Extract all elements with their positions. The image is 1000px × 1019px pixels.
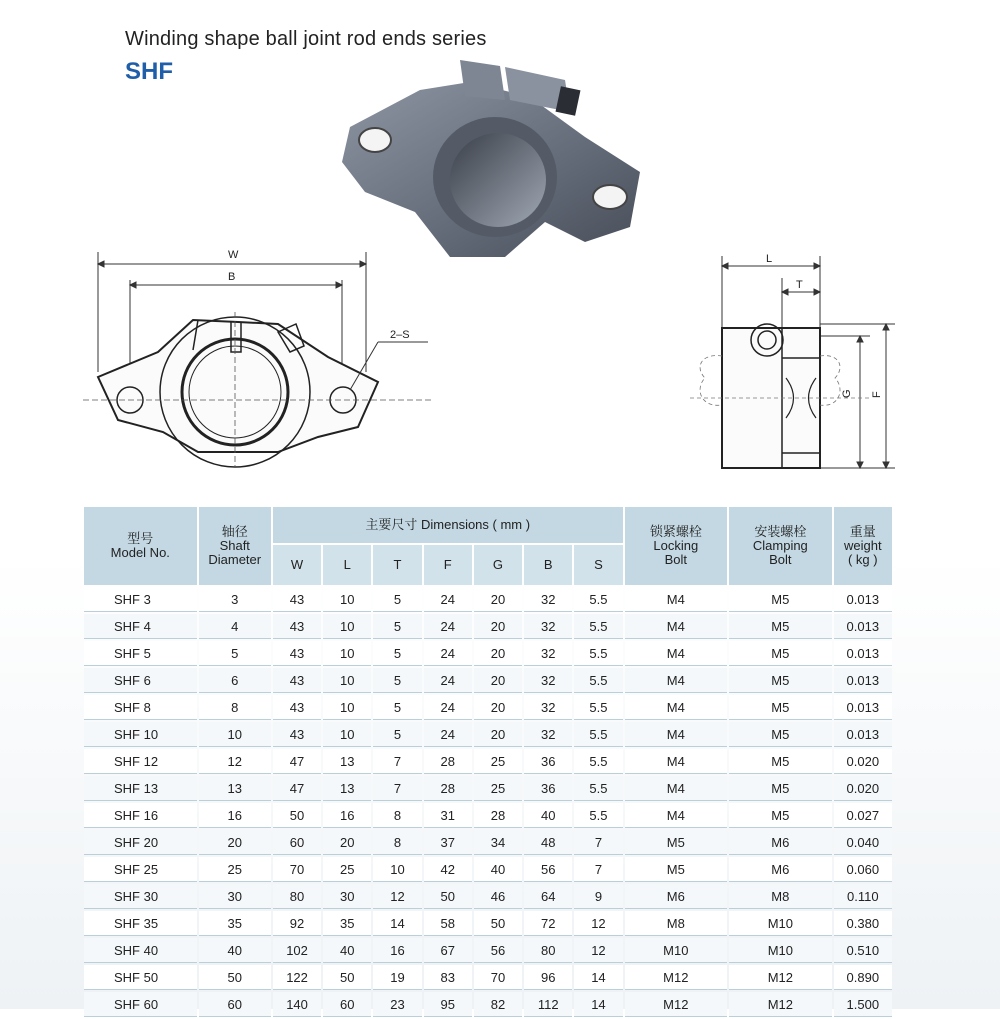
table-cell: 30: [199, 884, 271, 909]
header-dim-t: T: [373, 545, 421, 585]
table-cell: 0.013: [834, 587, 892, 612]
table-cell: 46: [474, 884, 522, 909]
table-cell: 80: [273, 884, 321, 909]
table-cell: 0.013: [834, 722, 892, 747]
table-cell: 47: [273, 776, 321, 801]
table-cell: 43: [273, 668, 321, 693]
table-cell: 70: [474, 965, 522, 990]
table-cell: SHF 3: [84, 587, 197, 612]
table-row: [84, 911, 892, 936]
table-cell: M4: [625, 695, 728, 720]
table-cell: 3: [199, 587, 271, 612]
table-cell: 95: [424, 992, 472, 1017]
table-row: [84, 830, 892, 855]
table-cell: M5: [729, 587, 832, 612]
table-cell: 20: [474, 668, 522, 693]
table-cell: M4: [625, 614, 728, 639]
table-row: [84, 695, 892, 720]
table-cell: 5.5: [574, 614, 622, 639]
table-cell: 5.5: [574, 722, 622, 747]
table-cell: 10: [323, 641, 371, 666]
table-cell: 16: [373, 938, 421, 963]
table-cell: M4: [625, 587, 728, 612]
dim-label-s: 2–S: [390, 329, 410, 341]
front-view-drawing: [78, 242, 438, 472]
table-cell: 10: [323, 722, 371, 747]
table-cell: 83: [424, 965, 472, 990]
table-cell: 0.890: [834, 965, 892, 990]
table-row: [84, 587, 892, 612]
table-row: [84, 884, 892, 909]
table-cell: M8: [729, 884, 832, 909]
dim-label-g: G: [841, 389, 853, 398]
table-cell: 36: [524, 776, 572, 801]
table-cell: SHF 30: [84, 884, 197, 909]
table-cell: 20: [474, 641, 522, 666]
table-cell: 40: [474, 857, 522, 882]
table-cell: SHF 6: [84, 668, 197, 693]
table-cell: 32: [524, 722, 572, 747]
header-dim-f: F: [424, 545, 472, 585]
dim-label-b: B: [228, 271, 236, 283]
table-cell: 32: [524, 668, 572, 693]
table-cell: M6: [729, 857, 832, 882]
product-photo: [330, 52, 650, 262]
table-cell: 13: [323, 749, 371, 774]
table-cell: M12: [729, 992, 832, 1017]
table-cell: 92: [273, 911, 321, 936]
table-cell: 0.020: [834, 749, 892, 774]
table-cell: 32: [524, 614, 572, 639]
table-cell: 0.510: [834, 938, 892, 963]
series-subtitle: Winding shape ball joint rod ends series: [125, 28, 487, 50]
table-cell: 32: [524, 695, 572, 720]
table-cell: 5.5: [574, 695, 622, 720]
table-cell: M5: [729, 695, 832, 720]
table-cell: 20: [474, 722, 522, 747]
dim-label-t: T: [796, 279, 803, 291]
table-cell: 5: [373, 641, 421, 666]
table-cell: M8: [625, 911, 728, 936]
table-cell: 14: [574, 965, 622, 990]
table-cell: 35: [323, 911, 371, 936]
table-cell: 5: [199, 641, 271, 666]
table-cell: 32: [524, 587, 572, 612]
header-model: 型号 Model No.: [84, 507, 197, 585]
table-cell: M12: [625, 992, 728, 1017]
table-cell: 58: [424, 911, 472, 936]
table-cell: 5.5: [574, 668, 622, 693]
header-dim-l: L: [323, 545, 371, 585]
dim-label-f: F: [871, 391, 883, 398]
header-dim-b: B: [524, 545, 572, 585]
table-cell: 0.060: [834, 857, 892, 882]
table-cell: 10: [323, 695, 371, 720]
table-cell: 24: [424, 668, 472, 693]
table-cell: 43: [273, 695, 321, 720]
table-cell: 50: [474, 911, 522, 936]
table-cell: M12: [625, 965, 728, 990]
table-cell: M12: [729, 965, 832, 990]
table-cell: 112: [524, 992, 572, 1017]
table-cell: M5: [729, 641, 832, 666]
header-shaft: 轴径 Shaft Diameter: [199, 507, 271, 585]
table-cell: 1.500: [834, 992, 892, 1017]
table-cell: 8: [373, 803, 421, 828]
table-cell: 0.110: [834, 884, 892, 909]
table-cell: 140: [273, 992, 321, 1017]
table-cell: 43: [273, 722, 321, 747]
header-dim-w: W: [273, 545, 321, 585]
table-cell: 24: [424, 587, 472, 612]
table-cell: 20: [474, 587, 522, 612]
table-cell: M6: [729, 830, 832, 855]
header-dimensions: 主要尺寸 Dimensions ( mm ): [273, 507, 623, 543]
table-cell: SHF 50: [84, 965, 197, 990]
table-cell: 56: [474, 938, 522, 963]
table-cell: SHF 12: [84, 749, 197, 774]
table-cell: M4: [625, 668, 728, 693]
table-cell: 16: [199, 803, 271, 828]
table-cell: 0.013: [834, 695, 892, 720]
table-cell: 0.013: [834, 668, 892, 693]
table-cell: 12: [574, 911, 622, 936]
table-cell: M4: [625, 722, 728, 747]
table-cell: 5.5: [574, 587, 622, 612]
dim-label-l: L: [766, 253, 773, 265]
header-weight: 重量 weight ( kg ): [834, 507, 892, 585]
header-dim-s: S: [574, 545, 622, 585]
table-cell: 43: [273, 587, 321, 612]
table-cell: SHF 35: [84, 911, 197, 936]
table-cell: 4: [199, 614, 271, 639]
table-cell: 5: [373, 722, 421, 747]
table-cell: 0.040: [834, 830, 892, 855]
table-cell: 32: [524, 641, 572, 666]
table-cell: 20: [323, 830, 371, 855]
table-cell: 9: [574, 884, 622, 909]
header-clamping-bolt: 安装螺栓 Clamping Bolt: [729, 507, 832, 585]
table-row: [84, 722, 892, 747]
table-cell: SHF 5: [84, 641, 197, 666]
table-cell: SHF 13: [84, 776, 197, 801]
table-cell: M5: [729, 668, 832, 693]
table-row: [84, 857, 892, 882]
table-cell: 24: [424, 641, 472, 666]
table-cell: 8: [199, 695, 271, 720]
table-cell: 0.013: [834, 641, 892, 666]
table-cell: M5: [729, 776, 832, 801]
table-cell: 31: [424, 803, 472, 828]
table-cell: 80: [524, 938, 572, 963]
table-cell: 40: [524, 803, 572, 828]
table-cell: 48: [524, 830, 572, 855]
table-cell: 28: [474, 803, 522, 828]
table-cell: M5: [729, 722, 832, 747]
table-cell: 72: [524, 911, 572, 936]
table-cell: 10: [323, 587, 371, 612]
table-cell: M4: [625, 776, 728, 801]
table-cell: 37: [424, 830, 472, 855]
table-cell: 25: [199, 857, 271, 882]
table-cell: 34: [474, 830, 522, 855]
table-cell: 28: [424, 776, 472, 801]
table-cell: 5.5: [574, 749, 622, 774]
table-cell: 5: [373, 587, 421, 612]
table-cell: 12: [373, 884, 421, 909]
table-cell: 0.027: [834, 803, 892, 828]
table-row: [84, 641, 892, 666]
table-cell: 19: [373, 965, 421, 990]
table-cell: 67: [424, 938, 472, 963]
table-cell: M5: [729, 803, 832, 828]
table-cell: 35: [199, 911, 271, 936]
table-cell: SHF 16: [84, 803, 197, 828]
table-cell: 10: [323, 668, 371, 693]
table-cell: 7: [373, 749, 421, 774]
table-cell: 13: [199, 776, 271, 801]
table-cell: SHF 20: [84, 830, 197, 855]
table-cell: 30: [323, 884, 371, 909]
table-cell: 60: [199, 992, 271, 1017]
table-cell: 5: [373, 695, 421, 720]
table-cell: 5.5: [574, 641, 622, 666]
table-cell: 20: [474, 614, 522, 639]
table-cell: M4: [625, 749, 728, 774]
table-cell: M5: [625, 830, 728, 855]
table-cell: 25: [323, 857, 371, 882]
table-cell: 12: [574, 938, 622, 963]
table-cell: 5.5: [574, 803, 622, 828]
table-cell: 10: [199, 722, 271, 747]
table-cell: 50: [199, 965, 271, 990]
table-cell: 24: [424, 614, 472, 639]
table-cell: 50: [273, 803, 321, 828]
header-locking-bolt: 锁紧螺栓 Locking Bolt: [625, 507, 728, 585]
table-cell: 64: [524, 884, 572, 909]
table-cell: 12: [199, 749, 271, 774]
table-cell: 23: [373, 992, 421, 1017]
header-dim-g: G: [474, 545, 522, 585]
table-cell: SHF 40: [84, 938, 197, 963]
table-cell: 20: [199, 830, 271, 855]
table-cell: M4: [625, 803, 728, 828]
table-cell: M10: [729, 911, 832, 936]
series-title: SHF: [125, 58, 173, 85]
table-cell: M5: [729, 614, 832, 639]
table-cell: 6: [199, 668, 271, 693]
table-cell: 40: [199, 938, 271, 963]
table-cell: 102: [273, 938, 321, 963]
table-cell: 10: [373, 857, 421, 882]
table-cell: M10: [625, 938, 728, 963]
spec-table: [82, 505, 894, 1019]
table-row: [84, 776, 892, 801]
table-cell: 13: [323, 776, 371, 801]
table-cell: 82: [474, 992, 522, 1017]
table-cell: SHF 10: [84, 722, 197, 747]
table-cell: 43: [273, 641, 321, 666]
table-cell: M5: [625, 857, 728, 882]
table-row: [84, 992, 892, 1017]
table-cell: SHF 60: [84, 992, 197, 1017]
table-cell: 40: [323, 938, 371, 963]
side-view-drawing: [690, 248, 900, 478]
table-cell: M6: [625, 884, 728, 909]
table-cell: 24: [424, 722, 472, 747]
table-cell: 47: [273, 749, 321, 774]
table-cell: 25: [474, 749, 522, 774]
table-cell: 8: [373, 830, 421, 855]
table-cell: 14: [574, 992, 622, 1017]
table-cell: M5: [729, 749, 832, 774]
table-cell: 7: [574, 830, 622, 855]
table-cell: M10: [729, 938, 832, 963]
table-cell: 0.013: [834, 614, 892, 639]
table-cell: 5: [373, 668, 421, 693]
table-cell: 50: [323, 965, 371, 990]
table-cell: 42: [424, 857, 472, 882]
table-cell: 50: [424, 884, 472, 909]
table-cell: 24: [424, 695, 472, 720]
table-cell: 36: [524, 749, 572, 774]
table-cell: 7: [574, 857, 622, 882]
table-cell: 5: [373, 614, 421, 639]
table-cell: 10: [323, 614, 371, 639]
table-row: [84, 965, 892, 990]
table-row: [84, 668, 892, 693]
table-cell: 43: [273, 614, 321, 639]
table-cell: 25: [474, 776, 522, 801]
table-cell: SHF 25: [84, 857, 197, 882]
table-cell: SHF 8: [84, 695, 197, 720]
table-cell: 28: [424, 749, 472, 774]
table-cell: 60: [323, 992, 371, 1017]
table-row: [84, 803, 892, 828]
dim-label-w: W: [228, 249, 239, 261]
table-cell: 70: [273, 857, 321, 882]
table-cell: 5.5: [574, 776, 622, 801]
table-cell: 0.380: [834, 911, 892, 936]
table-cell: 7: [373, 776, 421, 801]
table-cell: 60: [273, 830, 321, 855]
table-cell: 56: [524, 857, 572, 882]
table-row: [84, 749, 892, 774]
table-cell: 0.020: [834, 776, 892, 801]
table-cell: 122: [273, 965, 321, 990]
table-cell: SHF 4: [84, 614, 197, 639]
table-cell: 14: [373, 911, 421, 936]
table-cell: M4: [625, 641, 728, 666]
table-cell: 16: [323, 803, 371, 828]
table-cell: 20: [474, 695, 522, 720]
table-row: [84, 614, 892, 639]
table-cell: 96: [524, 965, 572, 990]
table-row: [84, 938, 892, 963]
